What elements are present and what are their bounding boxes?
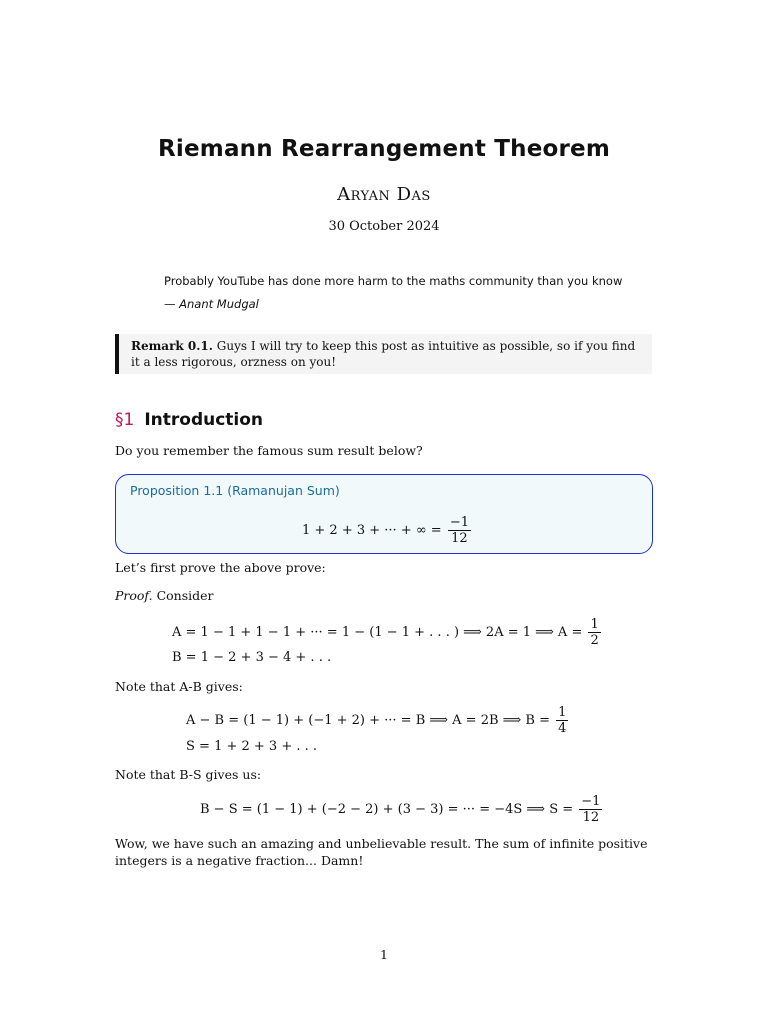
equation-b-minus-s-fraction xyxy=(579,794,602,825)
section-heading xyxy=(115,410,263,430)
fraction-denominator: 2 xyxy=(590,633,599,648)
fraction-numerator: 1 xyxy=(590,617,599,632)
equation-b: B = 1 − 2 + 3 − 4 + . . . xyxy=(172,650,332,665)
proposition-equation xyxy=(302,515,473,546)
fraction-denominator: 4 xyxy=(558,721,567,736)
section-number: §1 xyxy=(115,410,135,430)
section-title: Introduction xyxy=(144,410,264,430)
remark-box xyxy=(115,334,652,374)
fraction-numerator: −1 xyxy=(449,515,470,530)
proof-text: Consider xyxy=(156,588,214,603)
proof-intro xyxy=(115,588,214,603)
epigraph-author: Anant Mudgal xyxy=(179,297,259,311)
epigraph-quote: Probably YouTube has done more harm to the maths community than you know xyxy=(164,274,623,288)
proposition-heading xyxy=(130,483,340,498)
equation-s: S = 1 + 2 + 3 + . . . xyxy=(186,739,318,754)
conclusion-line-1: Wow, we have such an amazing and unbelievable result. The sum of infinite positive xyxy=(115,836,648,851)
equation-a-minus-b xyxy=(186,705,570,736)
proposition-label: Proposition 1.1 xyxy=(130,483,224,498)
equation-a-lhs: A = 1 − 1 + 1 − 1 + ··· = 1 − (1 − 1 + . . . ) ⟹ 2A = 1 ⟹ A = xyxy=(172,625,583,640)
note-b-minus-s: Note that B-S gives us: xyxy=(115,767,262,782)
fraction-numerator: 1 xyxy=(558,705,567,720)
equation-a-fraction xyxy=(588,617,600,648)
proposition-box xyxy=(115,474,653,554)
equation-b-minus-s-lhs: B − S = (1 − 1) + (−2 − 2) + (3 − 3) = ··· = −4S ⟹ S = xyxy=(200,802,574,817)
fraction-numerator: −1 xyxy=(581,794,601,809)
proposition-equation-lhs: 1 + 2 + 3 + ··· + ∞ = xyxy=(302,523,442,538)
fraction-denominator: 12 xyxy=(451,531,468,546)
equation-a-minus-b-fraction xyxy=(556,705,568,736)
equation-b-minus-s xyxy=(200,794,604,825)
intro-paragraph: Do you remember the famous sum result below? xyxy=(115,443,423,458)
proposition-fraction xyxy=(448,515,471,546)
publication-date: 30 October 2024 xyxy=(328,219,440,234)
equation-a xyxy=(172,617,603,648)
author-name: Aryan Das xyxy=(337,184,431,205)
epigraph-dash: — xyxy=(164,297,176,311)
proposition-name: (Ramanujan Sum) xyxy=(227,483,340,498)
remark-text: Guys I will try to keep this post as intuitive as possible, so if you find it a less rigorous, orzness on you! xyxy=(131,339,636,369)
paper-title: Riemann Rearrangement Theorem xyxy=(157,136,611,162)
conclusion-line-2: integers is a negative fraction... Damn! xyxy=(115,853,364,868)
epigraph-attribution xyxy=(164,297,259,311)
remark-label: Remark 0.1. xyxy=(131,339,213,353)
note-a-minus-b: Note that A-B gives: xyxy=(115,679,243,694)
equation-a-minus-b-lhs: A − B = (1 − 1) + (−1 + 2) + ··· = B ⟹ A = 2B ⟹ B = xyxy=(186,713,551,728)
prop-followup: Let’s first prove the above prove: xyxy=(115,560,326,575)
page-number: 1 xyxy=(380,947,388,962)
fraction-denominator: 12 xyxy=(582,810,600,825)
proof-label: Proof. xyxy=(115,588,153,603)
